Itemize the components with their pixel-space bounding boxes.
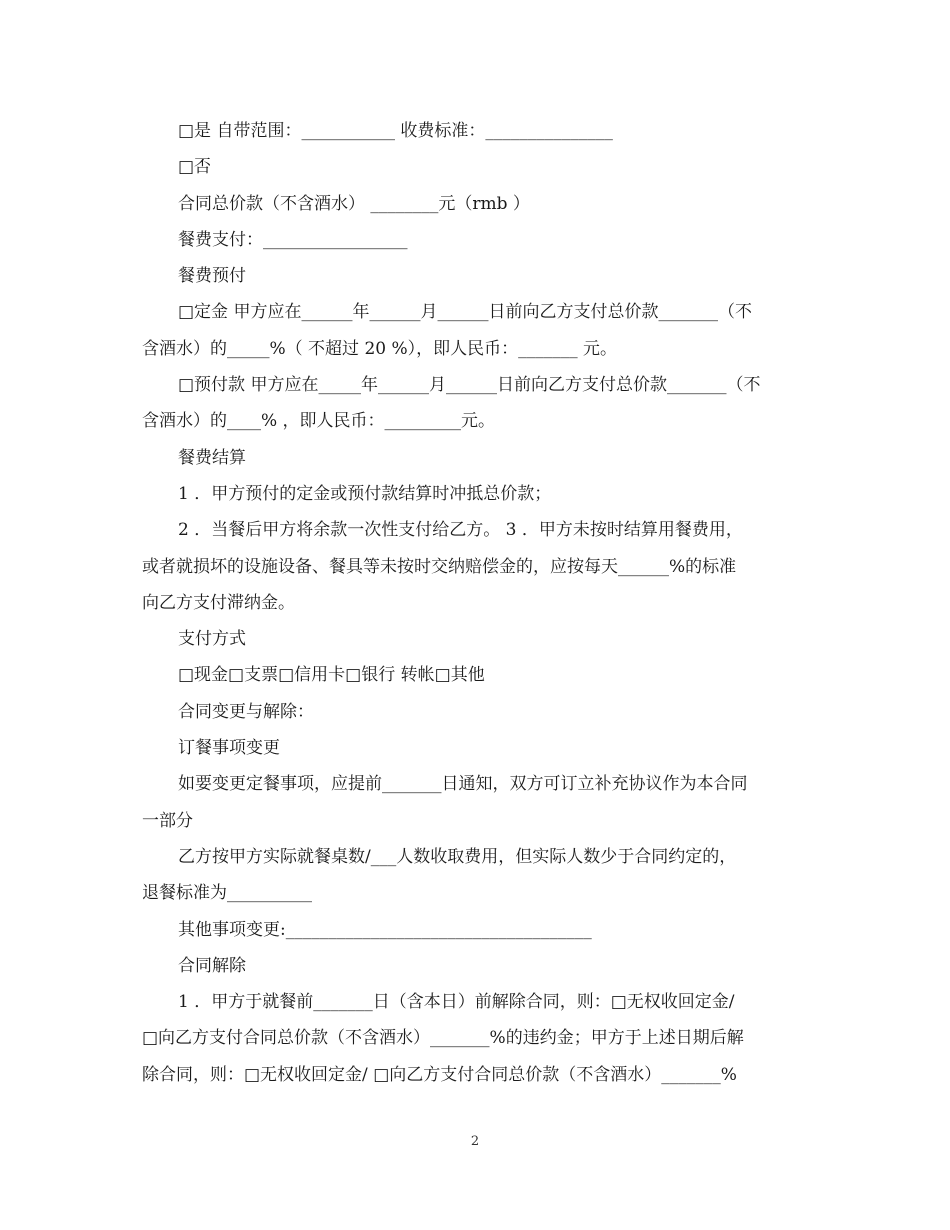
section-heading-change-termination: 合同变更与解除：	[178, 701, 314, 722]
text-line-advance-payment: □预付款 甲方应在_____年______月______日前向乙方支付总价款_______（不	[178, 375, 761, 396]
text-line-order-change-cont: 一部分	[142, 810, 193, 831]
text-line-order-change: 如要变更定餐事项，应提前_______日通知，双方可订立补充协议作为本合同	[178, 774, 748, 795]
section-heading-settlement: 餐费结算	[178, 447, 246, 468]
text-line-self-supply: □是 自带范围：___________ 收费标准：_______________	[178, 121, 613, 141]
text-line-settlement-2-cont: 或者就损坏的设施设备、餐具等未按时交纳赔偿金的，应按每天______%的标准	[142, 556, 737, 577]
text-line-deposit-cont: 含酒水）的_____%（ 不超过 20 %），即人民币：_______ 元。	[142, 338, 618, 359]
text-line-settlement-1: 1 ．甲方预付的定金或预付款结算时冲抵总价款；	[178, 483, 552, 504]
text-line-settlement-2-end: 向乙方支付滞纳金。	[142, 592, 295, 613]
section-heading-payment-method: 支付方式	[178, 629, 246, 650]
text-line-other-changes: 其他事项变更:____________________________________	[178, 919, 592, 940]
page-number: 2	[470, 1134, 480, 1149]
section-heading-prepayment: 餐费预付	[178, 266, 246, 287]
section-heading-order-change: 订餐事项变更	[178, 738, 280, 759]
text-line-termination-1: 1 ．甲方于就餐前_______日（含本日）前解除合同，则：□无权收回定金/	[178, 992, 735, 1013]
text-line-no-option: □否	[178, 157, 212, 178]
section-heading-termination: 合同解除	[178, 955, 246, 976]
text-line-total-price: 合同总价款（不含酒水） ________元（rmb ）	[178, 193, 530, 214]
text-line-billing-by-tables: 乙方按甲方实际就餐桌数/___人数收取费用，但实际人数少于合同约定的，	[178, 846, 737, 867]
text-line-refund-standard: 退餐标准为__________	[142, 883, 312, 904]
text-line-meal-payment: 餐费支付：_________________	[178, 229, 408, 250]
text-line-settlement-2: 2 ．当餐后甲方将余款一次性支付给乙方。 3 ．甲方未按时结算用餐费用，	[178, 520, 743, 541]
document-page	[142, 113, 810, 1093]
text-line-advance-payment-cont: 含酒水）的____% ，即人民币：_________元。	[142, 411, 496, 432]
text-line-termination-1-cont: □向乙方支付合同总价款（不含酒水）_______%的违约金；甲方于上述日期后解	[142, 1028, 744, 1049]
text-line-termination-1-end: 除合同，则：□无权收回定金/ □向乙方支付合同总价款（不含酒水）_______%	[142, 1064, 737, 1085]
text-line-deposit: □定金 甲方应在______年______月______日前向乙方支付总价款_______（不	[178, 302, 752, 323]
text-line-payment-options: □现金□支票□信用卡□银行 转帐□其他	[178, 665, 485, 686]
